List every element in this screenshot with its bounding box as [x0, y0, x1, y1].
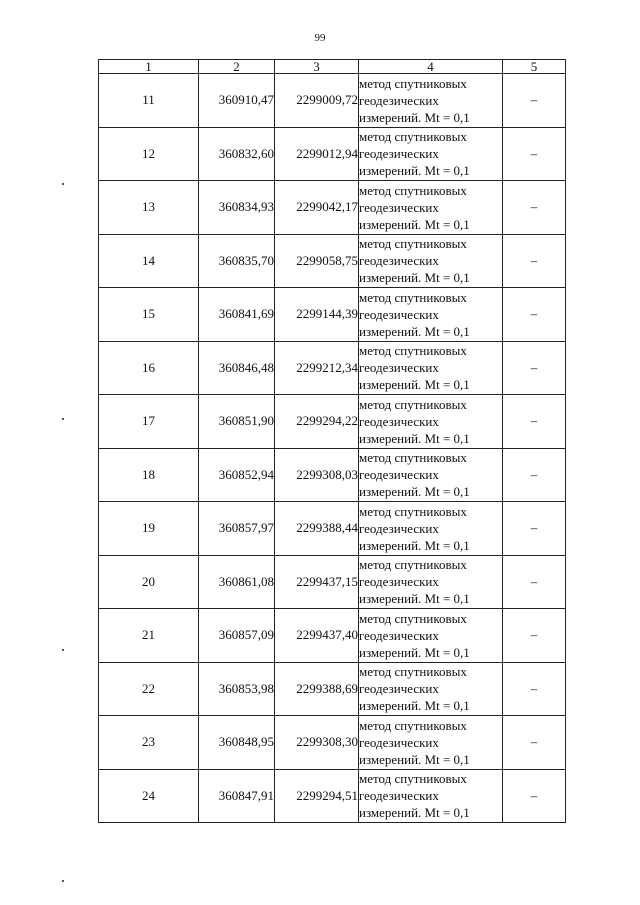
empty-marker-cell: – [503, 448, 566, 502]
column-header: 1 [99, 60, 199, 74]
method-cell [359, 555, 503, 609]
method-cell [359, 74, 503, 128]
empty-marker-cell: – [503, 74, 566, 128]
point-number-cell: 14 [99, 234, 199, 288]
table-header-row [99, 60, 566, 74]
method-line: геодезических [359, 574, 439, 590]
table-row [99, 74, 566, 128]
x-coordinate-cell: 360847,91 [199, 769, 275, 823]
method-line: измерений. Mt = 0,1 [359, 591, 470, 607]
point-number-cell: 19 [99, 502, 199, 556]
method-line: метод спутниковых [359, 182, 467, 198]
method-cell [359, 769, 503, 823]
method-line: измерений. Mt = 0,1 [359, 484, 470, 500]
table-row [99, 769, 566, 823]
point-number-cell: 22 [99, 662, 199, 716]
method-line: метод спутниковых [359, 129, 467, 145]
x-coordinate-cell: 360832,60 [199, 127, 275, 181]
scan-speck [62, 649, 64, 651]
column-header: 5 [503, 60, 566, 74]
x-coordinate-cell: 360834,93 [199, 181, 275, 235]
method-line: метод спутниковых [359, 771, 467, 787]
x-coordinate-cell: 360910,47 [199, 74, 275, 128]
table-row [99, 288, 566, 342]
x-coordinate-cell: 360841,69 [199, 288, 275, 342]
method-line: измерений. Mt = 0,1 [359, 537, 470, 553]
method-line: метод спутниковых [359, 664, 467, 680]
empty-marker-cell: – [503, 555, 566, 609]
empty-marker-cell: – [503, 662, 566, 716]
method-cell [359, 662, 503, 716]
empty-marker-cell: – [503, 769, 566, 823]
point-number-cell: 15 [99, 288, 199, 342]
x-coordinate-cell: 360851,90 [199, 395, 275, 449]
table-row [99, 662, 566, 716]
point-number-cell: 12 [99, 127, 199, 181]
method-line: метод спутниковых [359, 343, 467, 359]
empty-marker-cell: – [503, 502, 566, 556]
y-coordinate-cell: 2299144,39 [275, 288, 359, 342]
coordinates-table [98, 59, 566, 823]
method-cell [359, 609, 503, 663]
empty-marker-cell: – [503, 341, 566, 395]
method-cell [359, 127, 503, 181]
y-coordinate-cell: 2299042,17 [275, 181, 359, 235]
table-row [99, 716, 566, 770]
method-line: геодезических [359, 306, 439, 322]
method-cell [359, 502, 503, 556]
empty-marker-cell: – [503, 234, 566, 288]
x-coordinate-cell: 360861,08 [199, 555, 275, 609]
method-line: геодезических [359, 734, 439, 750]
y-coordinate-cell: 2299388,69 [275, 662, 359, 716]
method-cell [359, 716, 503, 770]
y-coordinate-cell: 2299012,94 [275, 127, 359, 181]
method-line: геодезических [359, 92, 439, 108]
y-coordinate-cell: 2299294,22 [275, 395, 359, 449]
x-coordinate-cell: 360857,09 [199, 609, 275, 663]
point-number-cell: 16 [99, 341, 199, 395]
method-line: метод спутниковых [359, 557, 467, 573]
method-line: геодезических [359, 788, 439, 804]
x-coordinate-cell: 360848,95 [199, 716, 275, 770]
page-number: 99 [314, 32, 326, 44]
method-line: геодезических [359, 627, 439, 643]
y-coordinate-cell: 2299388,44 [275, 502, 359, 556]
method-line: измерений. Mt = 0,1 [359, 805, 470, 821]
method-line: геодезических [359, 253, 439, 269]
method-line: измерений. Mt = 0,1 [359, 698, 470, 714]
y-coordinate-cell: 2299212,34 [275, 341, 359, 395]
method-line: измерений. Mt = 0,1 [359, 270, 470, 286]
point-number-cell: 20 [99, 555, 199, 609]
method-cell [359, 448, 503, 502]
point-number-cell: 23 [99, 716, 199, 770]
scan-speck [62, 418, 64, 420]
point-number-cell: 18 [99, 448, 199, 502]
scan-speck [62, 880, 64, 882]
table-row [99, 234, 566, 288]
y-coordinate-cell: 2299308,03 [275, 448, 359, 502]
y-coordinate-cell: 2299308,30 [275, 716, 359, 770]
point-number-cell: 11 [99, 74, 199, 128]
method-cell [359, 234, 503, 288]
method-line: измерений. Mt = 0,1 [359, 751, 470, 767]
x-coordinate-cell: 360853,98 [199, 662, 275, 716]
empty-marker-cell: – [503, 288, 566, 342]
point-number-cell: 24 [99, 769, 199, 823]
method-line: измерений. Mt = 0,1 [359, 163, 470, 179]
method-line: измерений. Mt = 0,1 [359, 323, 470, 339]
method-line: метод спутниковых [359, 610, 467, 626]
point-number-cell: 21 [99, 609, 199, 663]
y-coordinate-cell: 2299437,40 [275, 609, 359, 663]
table-row [99, 395, 566, 449]
table-row [99, 502, 566, 556]
method-line: метод спутниковых [359, 717, 467, 733]
method-line: метод спутниковых [359, 503, 467, 519]
method-line: измерений. Mt = 0,1 [359, 377, 470, 393]
x-coordinate-cell: 360857,97 [199, 502, 275, 556]
column-header: 4 [359, 60, 503, 74]
method-line: измерений. Mt = 0,1 [359, 430, 470, 446]
table-row [99, 181, 566, 235]
column-header: 3 [275, 60, 359, 74]
method-line: геодезических [359, 146, 439, 162]
method-cell [359, 395, 503, 449]
empty-marker-cell: – [503, 716, 566, 770]
method-line: метод спутниковых [359, 289, 467, 305]
x-coordinate-cell: 360835,70 [199, 234, 275, 288]
method-line: геодезических [359, 681, 439, 697]
empty-marker-cell: – [503, 127, 566, 181]
y-coordinate-cell: 2299009,72 [275, 74, 359, 128]
point-number-cell: 13 [99, 181, 199, 235]
table-row [99, 341, 566, 395]
table-row [99, 127, 566, 181]
method-line: измерений. Mt = 0,1 [359, 216, 470, 232]
x-coordinate-cell: 360846,48 [199, 341, 275, 395]
scan-speck [62, 183, 64, 185]
y-coordinate-cell: 2299294,51 [275, 769, 359, 823]
y-coordinate-cell: 2299058,75 [275, 234, 359, 288]
table-row [99, 448, 566, 502]
y-coordinate-cell: 2299437,15 [275, 555, 359, 609]
method-line: геодезических [359, 467, 439, 483]
method-line: измерений. Mt = 0,1 [359, 644, 470, 660]
method-cell [359, 288, 503, 342]
method-line: метод спутниковых [359, 75, 467, 91]
empty-marker-cell: – [503, 609, 566, 663]
x-coordinate-cell: 360852,94 [199, 448, 275, 502]
column-header: 2 [199, 60, 275, 74]
method-line: метод спутниковых [359, 450, 467, 466]
method-line: метод спутниковых [359, 396, 467, 412]
method-cell [359, 341, 503, 395]
method-line: геодезических [359, 199, 439, 215]
empty-marker-cell: – [503, 181, 566, 235]
method-cell [359, 181, 503, 235]
table-row [99, 609, 566, 663]
method-line: геодезических [359, 360, 439, 376]
point-number-cell: 17 [99, 395, 199, 449]
table-row [99, 555, 566, 609]
empty-marker-cell: – [503, 395, 566, 449]
method-line: геодезических [359, 520, 439, 536]
method-line: метод спутниковых [359, 236, 467, 252]
method-line: измерений. Mt = 0,1 [359, 109, 470, 125]
method-line: геодезических [359, 413, 439, 429]
